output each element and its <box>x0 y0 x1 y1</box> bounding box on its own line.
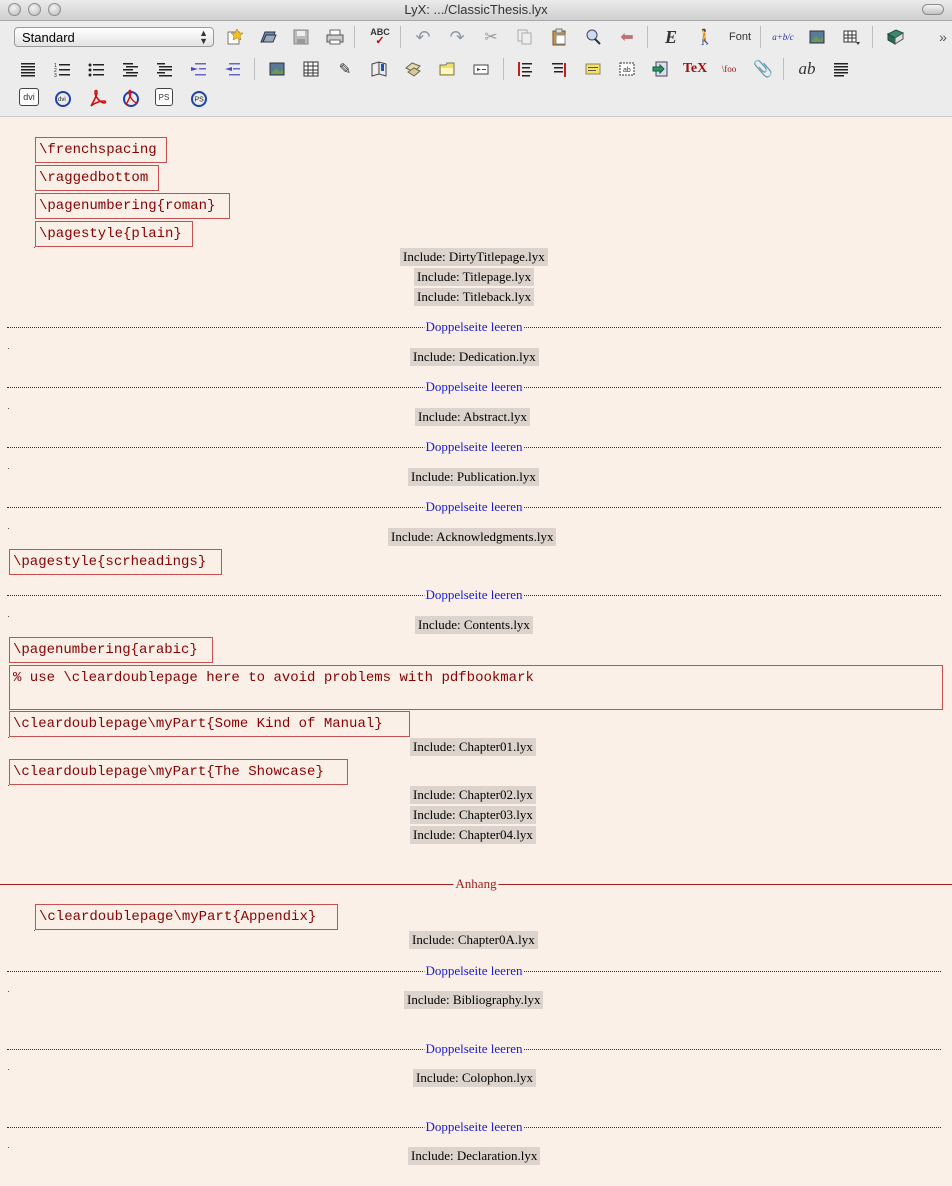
toolbar <box>0 21 952 117</box>
cleardoublepage-separator: Doppelseite leeren <box>7 319 941 335</box>
update-pdf-icon[interactable] <box>120 88 142 110</box>
insert-hyperlink-icon[interactable]: 📎 <box>753 61 773 78</box>
spellcheck-icon[interactable]: ABC ✓ <box>370 27 390 47</box>
svg-text:dvi: dvi <box>58 97 66 103</box>
svg-text:PS: PS <box>194 96 204 104</box>
new-document-icon[interactable] <box>223 26 245 48</box>
align-justify-icon[interactable] <box>17 58 39 80</box>
navigate-back-icon[interactable]: ⬅ <box>620 29 634 46</box>
insert-image-icon[interactable] <box>266 58 288 80</box>
include-inset[interactable]: Include: Dedication.lyx <box>410 348 539 366</box>
include-inset[interactable]: Include: Titleback.lyx <box>414 288 534 306</box>
undo-icon[interactable]: ↶ <box>415 26 431 47</box>
include-inset[interactable]: Include: Titlepage.lyx <box>414 268 534 286</box>
toolbar-overflow-button[interactable]: » <box>939 29 947 45</box>
include-inset[interactable]: Include: Declaration.lyx <box>408 1147 540 1165</box>
bullet-list-icon[interactable] <box>85 58 107 80</box>
copy-icon[interactable] <box>514 26 536 48</box>
document-area[interactable] <box>0 117 952 1186</box>
update-dvi-icon[interactable] <box>52 88 74 110</box>
ert-inset[interactable]: \raggedbottom <box>35 165 159 191</box>
appendix-separator: Anhang <box>0 876 952 892</box>
noun-icon[interactable]: 🚶 <box>695 29 715 46</box>
increase-depth-icon[interactable] <box>187 58 209 80</box>
decrease-depth-icon[interactable] <box>221 58 243 80</box>
save-icon[interactable] <box>290 26 312 48</box>
font-button[interactable]: Font <box>728 31 751 43</box>
enumerate-depth-icon[interactable] <box>153 58 175 80</box>
insert-comment-icon[interactable] <box>582 58 604 80</box>
cleardoublepage-separator: Doppelseite leeren <box>7 963 941 979</box>
include-inset[interactable]: Include: Colophon.lyx <box>413 1069 536 1087</box>
include-inset[interactable]: Include: Chapter02.lyx <box>410 786 536 804</box>
insert-footnote-icon[interactable]: \foo <box>721 64 737 74</box>
include-inset[interactable]: Include: DirtyTitlepage.lyx <box>400 248 548 266</box>
include-inset[interactable]: Include: Chapter01.lyx <box>410 738 536 756</box>
toolbar-toggle-button[interactable] <box>922 4 944 15</box>
toc-icon[interactable] <box>514 58 536 80</box>
insert-index-icon[interactable] <box>368 58 390 80</box>
insert-tex-code-icon[interactable]: TeX <box>682 61 708 76</box>
select-arrows-icon: ▲ ▼ <box>199 28 208 46</box>
redo-icon[interactable]: ↷ <box>449 26 465 47</box>
ert-inset[interactable]: \pagestyle{scrheadings} <box>9 549 222 575</box>
ert-inset[interactable]: \cleardoublepage\myPart{Some Kind of Manual} <box>9 711 410 737</box>
text-style-icon[interactable]: ab <box>798 59 816 78</box>
cleardoublepage-separator: Doppelseite leeren <box>7 1041 941 1057</box>
insert-reference-icon[interactable] <box>402 58 424 80</box>
paste-icon[interactable] <box>548 26 570 48</box>
include-inset[interactable]: Include: Bibliography.lyx <box>404 991 543 1009</box>
include-inset[interactable]: Include: Chapter0A.lyx <box>409 931 538 949</box>
view-pdf-icon[interactable] <box>86 88 108 110</box>
include-inset[interactable]: Include: Abstract.lyx <box>415 408 530 426</box>
title-bar <box>0 0 952 21</box>
cut-icon[interactable]: ✂ <box>484 29 498 46</box>
find-replace-icon[interactable] <box>582 26 604 48</box>
numbered-list-icon[interactable] <box>51 58 73 80</box>
ert-inset[interactable]: \pagestyle{plain} <box>35 221 193 247</box>
insert-bookmark-icon[interactable] <box>436 58 458 80</box>
insert-box-icon[interactable] <box>616 58 638 80</box>
open-document-icon[interactable] <box>257 26 279 48</box>
ert-inset[interactable]: \cleardoublepage\myPart{The Showcase} <box>9 759 348 785</box>
cleardoublepage-separator: Doppelseite leeren <box>7 379 941 395</box>
svg-text:1: 1 <box>54 63 57 69</box>
insert-label-icon[interactable] <box>470 58 492 80</box>
paragraph-settings-icon[interactable] <box>830 58 852 80</box>
insert-note-icon[interactable]: ✎ <box>338 61 352 78</box>
include-inset[interactable]: Include: Chapter03.lyx <box>410 806 536 824</box>
math-fraction-icon[interactable]: a+b/c <box>772 32 794 42</box>
cleardoublepage-separator: Doppelseite leeren <box>7 1119 941 1135</box>
insert-child-document-icon[interactable] <box>650 58 672 80</box>
layout-select[interactable] <box>14 27 214 47</box>
view-ps-icon[interactable]: PS <box>155 88 173 106</box>
include-inset[interactable]: Include: Contents.lyx <box>415 616 533 634</box>
insert-table-icon[interactable] <box>840 26 862 48</box>
window-title: LyX: .../ClassicThesis.lyx <box>404 2 548 17</box>
layout-select-value: Standard <box>22 30 75 45</box>
ert-inset[interactable]: \pagenumbering{roman} <box>35 193 230 219</box>
view-dvi-icon[interactable]: dvi <box>19 88 39 106</box>
ert-inset[interactable]: \pagenumbering{arabic} <box>9 637 213 663</box>
cleardoublepage-separator: Doppelseite leeren <box>7 499 941 515</box>
description-list-icon[interactable] <box>119 58 141 80</box>
ert-inset[interactable]: % use \cleardoublepage here to avoid problems with pdfbookmark <box>9 665 943 710</box>
table-grid-icon[interactable] <box>300 58 322 80</box>
cleardoublepage-separator: Doppelseite leeren <box>7 587 941 603</box>
emphasize-icon[interactable]: E <box>664 26 677 47</box>
view-book-icon[interactable] <box>884 26 906 48</box>
svg-text:ab: ab <box>623 67 631 74</box>
include-inset[interactable]: Include: Publication.lyx <box>408 468 539 486</box>
ert-inset[interactable]: \cleardoublepage\myPart{Appendix} <box>35 904 338 930</box>
svg-text:3: 3 <box>54 73 57 78</box>
print-icon[interactable] <box>324 26 346 48</box>
cleardoublepage-separator: Doppelseite leeren <box>7 439 941 455</box>
outline-icon[interactable] <box>548 58 570 80</box>
ert-inset[interactable]: \frenchspacing <box>35 137 167 163</box>
svg-text:2: 2 <box>54 68 57 74</box>
insert-graphics-icon[interactable] <box>806 26 828 48</box>
update-ps-icon[interactable] <box>188 88 210 110</box>
include-inset[interactable]: Include: Chapter04.lyx <box>410 826 536 844</box>
include-inset[interactable]: Include: Acknowledgments.lyx <box>388 528 556 546</box>
